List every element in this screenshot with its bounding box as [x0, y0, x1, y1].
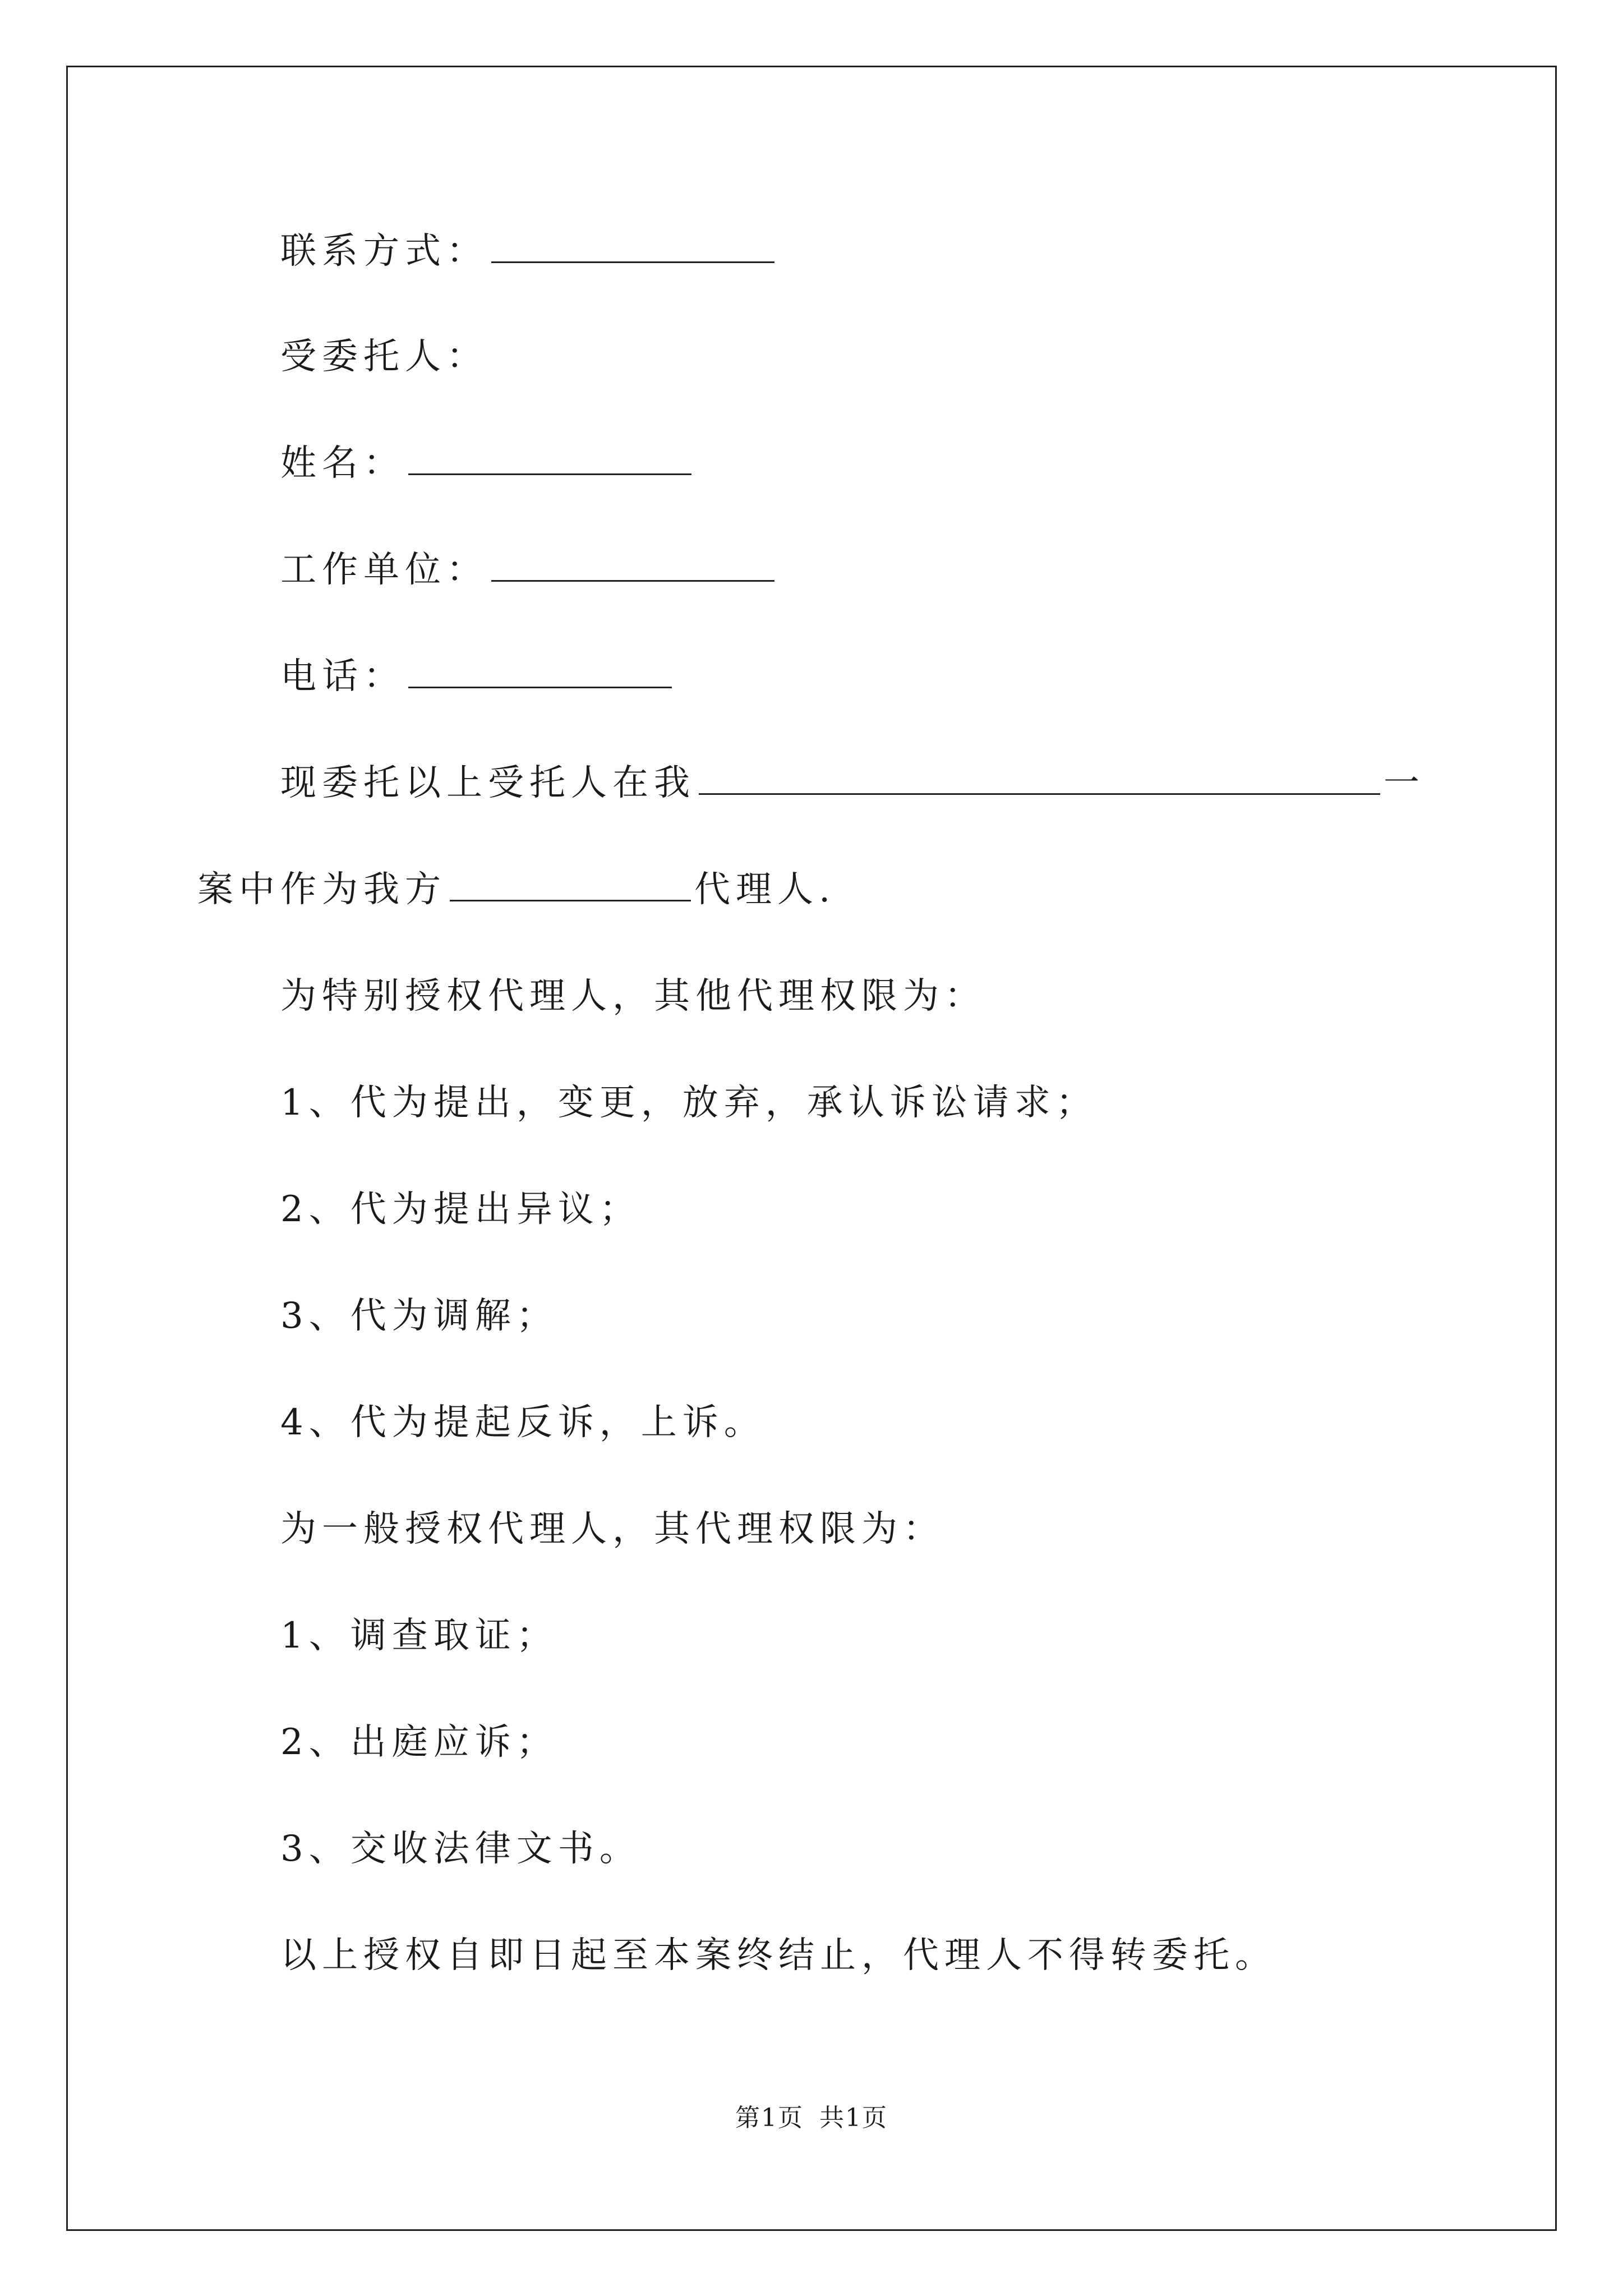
special-auth-heading: 为特别授权代理人，其他代理权限为： [280, 976, 986, 1017]
entrust-line [280, 761, 1425, 806]
entrust-line-end: 一 [1384, 762, 1425, 804]
name-line [280, 441, 695, 486]
general-item: 1、调查取证； [280, 1615, 558, 1657]
phone-label: 电话： [280, 656, 405, 697]
name-blank [408, 442, 691, 475]
special-item: 4、代为提起反诉，上诉。 [280, 1402, 766, 1443]
general-auth-heading: 为一般授权代理人，其代理权限为： [280, 1508, 944, 1550]
special-item: 2、代为提出异议； [280, 1189, 641, 1230]
workplace-blank [491, 549, 774, 582]
contact-blank [491, 230, 774, 263]
name-label: 姓名： [280, 443, 405, 484]
phone-blank [408, 655, 672, 688]
special-item: 3、代为调解； [280, 1295, 558, 1337]
workplace-line [280, 547, 778, 592]
workplace-label: 工作单位： [280, 549, 488, 591]
case-suffix: 代理人. [694, 869, 836, 910]
case-prefix: 案中作为我方 [197, 869, 446, 910]
trustee-heading: 受委托人： [280, 336, 488, 378]
contact-line [280, 229, 778, 274]
closing-statement: 以上授权自即日起至本案终结止，代理人不得转委托。 [280, 1935, 1276, 1976]
contact-label: 联系方式： [280, 231, 488, 272]
page-border [66, 66, 1557, 2231]
general-item: 2、出庭应诉； [280, 1722, 558, 1763]
page-footer [0, 2102, 1623, 2134]
case-line [197, 867, 836, 912]
entrust-text: 现委托以上受托人在我 [280, 762, 695, 804]
phone-line [280, 654, 675, 699]
party-blank [450, 868, 691, 901]
page-number-current: 第1页 [735, 2104, 804, 2132]
special-item: 1、代为提出，变更，放弃，承认诉讼请求； [280, 1082, 1098, 1124]
page-number-total: 共1页 [819, 2104, 888, 2132]
general-item: 3、交收法律文书。 [280, 1828, 641, 1870]
case-name-blank [699, 762, 1380, 795]
